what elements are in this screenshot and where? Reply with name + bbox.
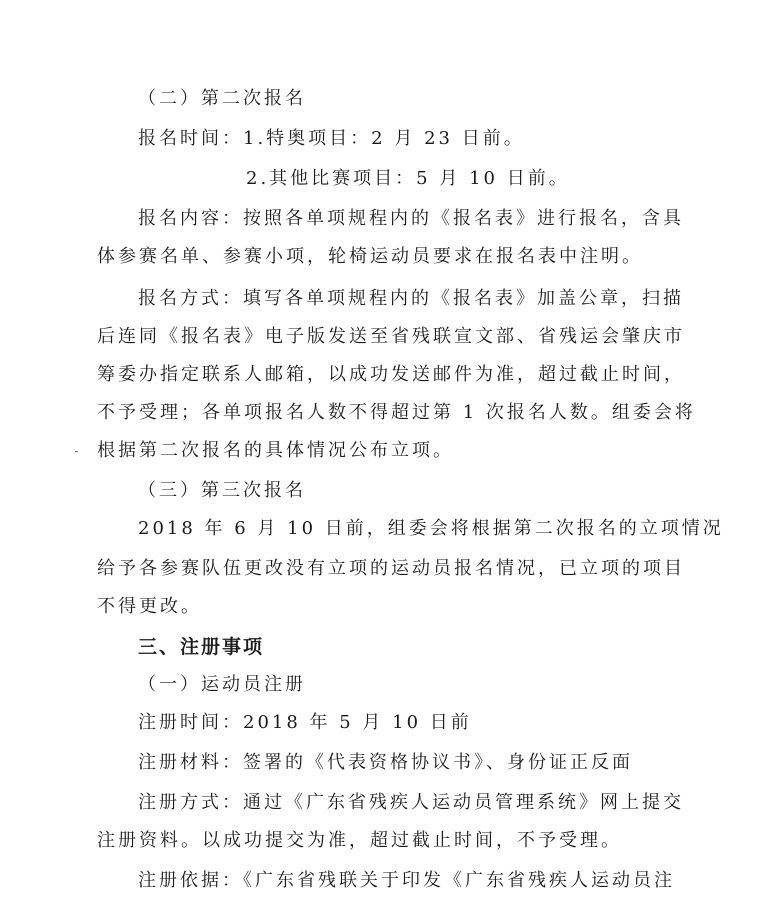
athlete-registration-method-line-1: 注册方式：通过《广东省残疾人运动员管理系统》网上提交	[138, 792, 684, 813]
third-registration-line-2: 给予各参赛队伍更改没有立项的运动员报名情况，已立项的项目	[97, 558, 685, 579]
third-registration-line-1: 2018 年 6 月 10 日前，组委会将根据第二次报名的立项情况	[138, 518, 724, 539]
registration-content-line-2: 体参赛名单、参赛小项，轮椅运动员要求在报名表中注明。	[97, 246, 643, 267]
athlete-registration-materials: 注册材料：签署的《代表资格协议书》、身份证正反面	[138, 752, 633, 773]
heading-athlete-registration: （一）运动员注册	[138, 674, 306, 695]
registration-time-item-2: 2.其他比赛项目：5 月 10 日前。	[246, 168, 570, 189]
athlete-registration-basis-line-1: 注册依据：《广东省残联关于印发《广东省残疾人运动员注	[138, 870, 675, 891]
registration-content-line-1: 报名内容：按照各单项规程内的《报名表》进行报名，含具	[138, 208, 684, 229]
registration-method-line-1: 报名方式：填写各单项规程内的《报名表》加盖公章，扫描	[138, 288, 684, 309]
heading-second-registration: （二）第二次报名	[138, 88, 306, 109]
registration-method-line-4: 不予受理；各单项报名人数不得超过第 1 次报名人数。组委会将	[97, 402, 696, 423]
heading-registration-matters: 三、注册事项	[138, 636, 265, 658]
registration-method-line-5: 根据第二次报名的具体情况公布立项。	[97, 440, 454, 461]
registration-method-line-3: 筹委办指定联系人邮箱，以成功发送邮件为准，超过截止时间，	[97, 364, 685, 385]
third-registration-line-3: 不得更改。	[97, 596, 202, 617]
registration-time-label: 报名时间：	[138, 128, 243, 149]
heading-third-registration: （三）第三次报名	[138, 480, 306, 501]
athlete-registration-time: 注册时间：2018 年 5 月 10 日前	[138, 712, 472, 733]
registration-method-line-2: 后连同《报名表》电子版发送至省残联宣文部、省残运会肇庆市	[97, 326, 685, 347]
registration-time-item-1: 1.特奥项目：2 月 23 日前。	[243, 128, 525, 149]
scan-speck	[75, 451, 78, 452]
athlete-registration-method-line-2: 注册资料。以成功提交为准，超过截止时间，不予受理。	[97, 830, 622, 851]
registration-time-line	[138, 126, 525, 152]
